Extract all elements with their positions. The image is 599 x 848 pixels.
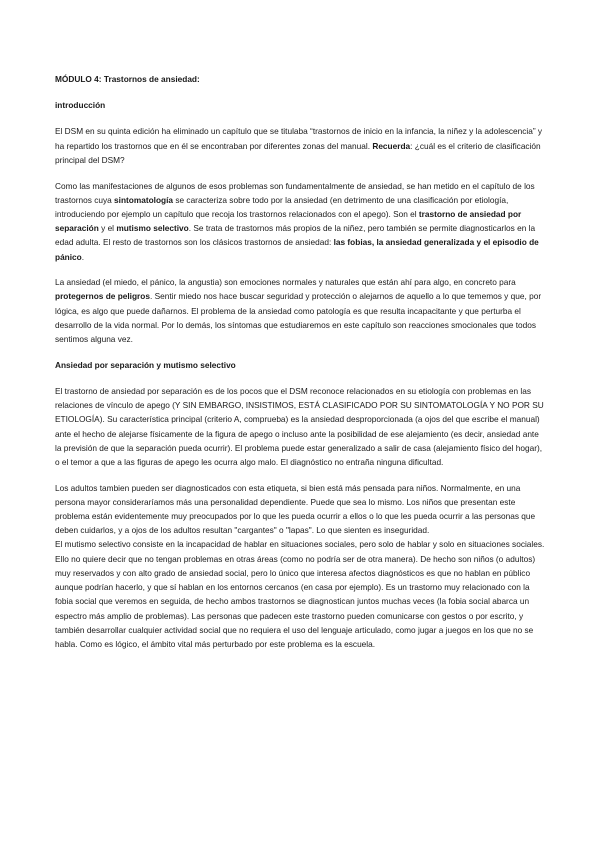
p2-text-e: y el (98, 223, 117, 234)
p2-bold-mutismo: mutismo selectivo (116, 223, 189, 234)
p3-text-c: . Sentir miedo nos hace buscar seguridad y protección o alejarnos de aquello a lo que tememos y que, por lógica, es algo que puede dañarnos. El problema de la ansiedad como patología es que resulta incapacitante y que perturba el desarrollo de la vida normal. Por lo demás, los síntomas que estudiaremos en este capítulo son reacciones smocionales que todos sentimos alguna vez. (55, 291, 542, 345)
p2-bold-separacion: trastorno de ansiedad por separación (55, 208, 522, 234)
p2-text-i: . (81, 251, 85, 262)
paragraph-3 (55, 275, 547, 346)
p2-text-a: Como las manifestaciones de algunos de esos problemas son fundamentalmente de ansiedad, se han metido en el capítulo de los trastornos cuya (55, 180, 535, 205)
p3-bold-protegernos: protegernos de peligros (55, 291, 150, 302)
p2-text-c: se caracteriza sobre todo por la ansiedad (en detrimento de una clasificación por etiología, introduciendo por ejemplo un capítulo que recoja los trastornos relacionados con el apego). Son el (55, 194, 509, 219)
module-title: MÓDULO 4: Trastornos de ansiedad: (55, 74, 200, 84)
paragraph-1 (55, 124, 547, 167)
paragraph-6: El mutismo selectivo consiste en la incapacidad de hablar en situaciones sociales, pero solo de hablar y solo en situaciones sociales. Ello no quiere decir que no tengan problemas en otras áreas (como no podría ser de otra manera). De hecho son niños (o adultos) muy reservados y con alto grado de ansiedad social, pero lo único que interesa afectos diagnósticos es que no hablan en público aunque podrían hacerlo, y que sí hablan en los entornos cercanos (en casa por ejemplo). Es un trastorno muy relacionado con la fobia social que veremos en seguida, de hecho ambos trastornos se diagnostican juntos muchas veces (la fobia social abarca un espectro más amplio de problemas). Las personas que padecen este trastorno pueden comunicarse con gestos o por escrito, y también desarrollar cualquier actividad social que no requiera el uso del lenguaje articulado, como jugar a juegos en los que no se habla. Como es lógico, el ámbito vital más perturbado por este problema es la escuela. (55, 539, 545, 649)
p2-bold-sintomatologia: sintomatología (114, 194, 174, 205)
p2-bold-clasicos: las fobias, la ansiedad generalizada y el episodio de pánico (55, 237, 539, 262)
p3-text-a: La ansiedad (el miedo, el pánico, la angustia) son emociones normales y naturales que están ahí para algo, en concreto para (55, 277, 516, 288)
paragraph-5: Los adultos tambien pueden ser diagnosticados con esta etiqueta, si bien está más pensada para niños. Normalmente, en una persona mayor consideraríamos más una personalidad dependiente. Puede que sea lo mismo. Los niños que presentan este problema están evidentemente muy preocupados por lo que les pueda ocurrir a ellos o lo que les pueda ocurrir a las personas que deben cuidarlos, y a ojos de los adultos resultan "cargantes" o "lapas". Lo que sienten es inseguridad. (55, 482, 536, 536)
p1-text-c: : ¿cuál es el criterio de clasificación principal del DSM? (55, 140, 541, 165)
section-heading: Ansiedad por separación y mutismo selectivo (55, 359, 236, 370)
p1-text-a: El DSM en su quinta edición ha eliminado un capítulo que se titulaba “trastornos de inicio en la infancia, la niñez y la adolescencia” y ha repartido los trastornos que en él se encontraban por diferentes zonas del manual. (55, 126, 543, 151)
paragraph-2 (55, 179, 547, 264)
p2-text-g: . Se trata de trastornos más propios de la niñez, pero también se permite diagnosticarlos en la edad adulta. El resto de trastornos son los clásicos trastornos de ansiedad: (55, 223, 536, 248)
paragraph-4: El trastorno de ansiedad por separación es de los pocos que el DSM reconoce relacionados en su etiología con problemas en las relaciones de vínculo de apego (Y SIN EMBARGO, INSISTIMOS, ESTÁ CLASIFICADO POR SU SINTOMATOLOGÍA Y NO POR SU ETIOLOGÍA). Su característica principal (criterio A, comprueba) es la ansiedad desproporcionada (a ojos del que escribe el manual) ante el hecho de alejarse físicamente de la figura de apego o incluso ante la posibilidad de ese alejamiento (es decir, ansiedad ante la previsión de que la separación pueda ocurrir). El problema puede estar generalizado a salir de casa (alejamiento físico del hogar), o el temor a que a las figuras de apego les ocurra algo malo. El diagnóstico no entraña ninguna dificultad. (55, 385, 544, 467)
intro-heading: introducción (55, 100, 106, 111)
p1-bold-recuerda: Recuerda (372, 140, 411, 151)
